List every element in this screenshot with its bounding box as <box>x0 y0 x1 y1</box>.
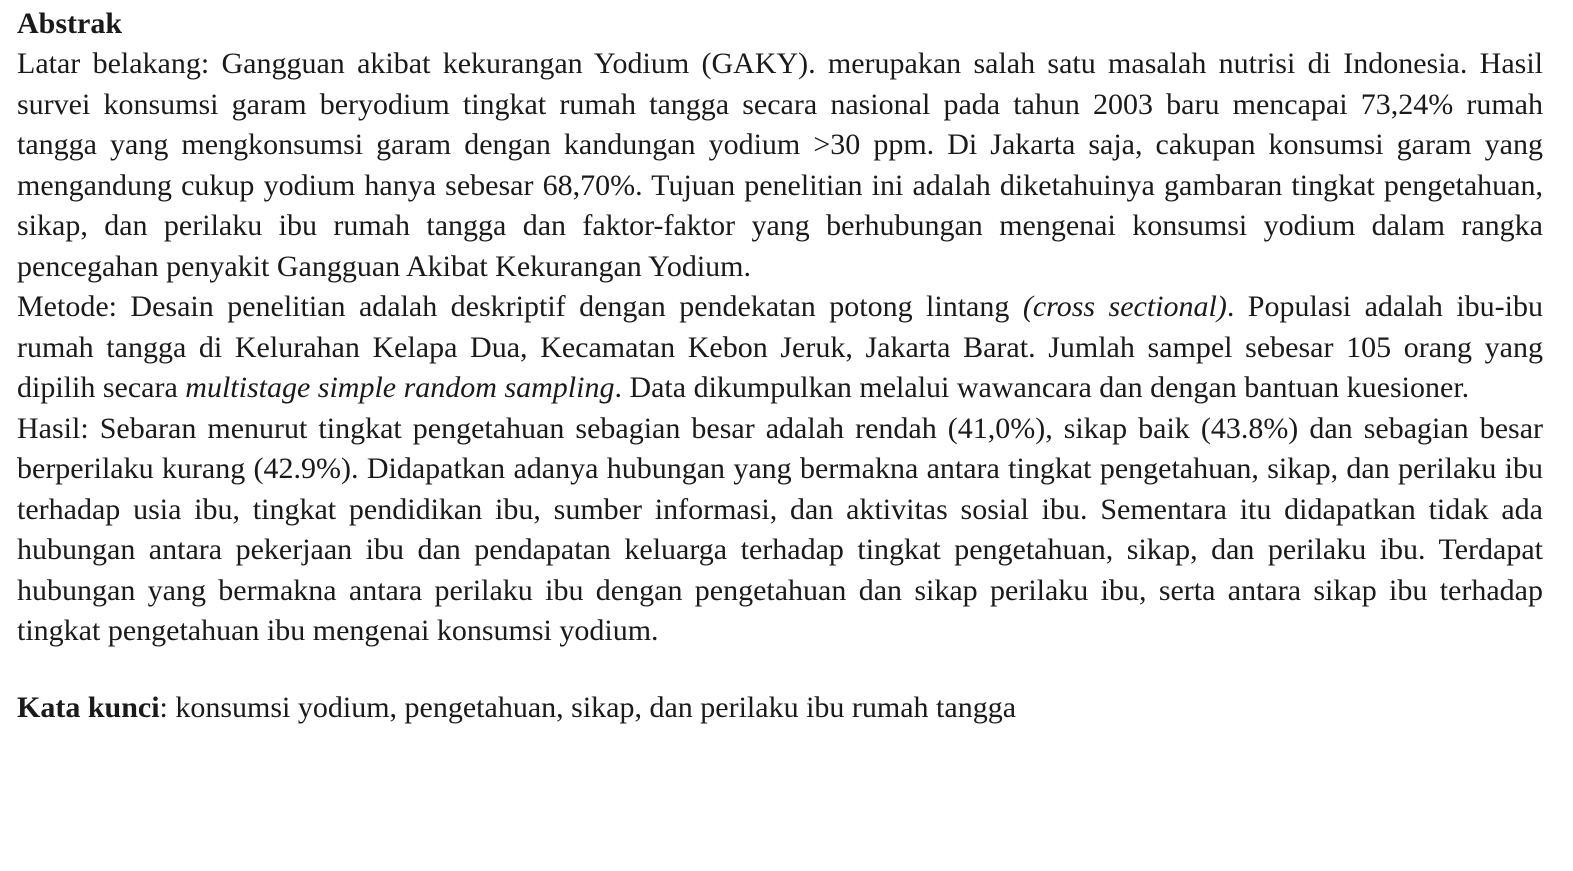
method-italic-cross-sectional: (cross sectional) <box>1022 290 1227 323</box>
background-paragraph: Latar belakang: Gangguan akibat kekurangan Yodium (GAKY). merupakan salah satu masalah nutrisi di Indonesia. Hasil survei konsumsi garam beryodium tingkat rumah tangga secara nasional pada tahun 2003 baru mencapai 73,24% rumah tangga yang mengkonsumsi garam dengan kandungan yodium >30 ppm. Di Jakarta saja, cakupan konsumsi garam yang mengandung cukup yodium hanya sebesar 68,70%. Tujuan penelitian ini adalah diketahuinya gambaran tingkat pengetahuan, sikap, dan perilaku ibu rumah tangga dan faktor-faktor yang berhubungan mengenai konsumsi yodium dalam rangka pencegahan penyakit Gangguan Akibat Kekurangan Yodium. <box>17 47 1543 283</box>
method-italic-sampling: multistage simple random sampling <box>185 371 615 404</box>
section-spacer <box>17 652 1543 688</box>
method-text-2: . Populasi adalah ibu-ibu rumah tangga di Kelurahan Kelapa Dua, Kecamatan Kebon Jeruk, Jakarta Barat. Jumlah sampel sebesar 105 orang yang dipilih secara <box>17 290 1543 404</box>
abstract-page <box>17 4 1543 728</box>
method-text-1: Metode: Desain penelitian adalah deskriptif dengan pendekatan potong lintang <box>17 290 1023 323</box>
keywords-text: : konsumsi yodium, pengetahuan, sikap, dan perilaku ibu rumah tangga <box>159 690 1017 724</box>
results-paragraph: Hasil: Sebaran menurut tingkat pengetahuan sebagian besar adalah rendah (41,0%), sikap baik (43.8%) dan sebagian besar berperilaku kurang (42.9%). Didapatkan adanya hubungan yang bermakna antara tingkat pengetahuan, sikap, dan perilaku ibu terhadap usia ibu, tingkat pendidikan ibu, sumber informasi, dan aktivitas sosial ibu. Sementara itu didapatkan tidak ada hubungan antara pekerjaan ibu dan pendapatan keluarga terhadap tingkat pengetahuan, sikap, dan perilaku ibu. Terdapat hubungan yang bermakna antara perilaku ibu dengan pengetahuan dan sikap perilaku ibu, serta antara sikap ibu terhadap tingkat pengetahuan ibu mengenai konsumsi yodium. <box>17 411 1543 647</box>
method-text-3: . Data dikumpulkan melalui wawancara dan dengan bantuan kuesioner. <box>614 371 1470 404</box>
abstract-heading: Abstrak <box>17 7 123 40</box>
keywords-label: Kata kunci <box>17 690 160 724</box>
keywords-line <box>17 688 1543 728</box>
method-paragraph <box>17 287 1543 409</box>
